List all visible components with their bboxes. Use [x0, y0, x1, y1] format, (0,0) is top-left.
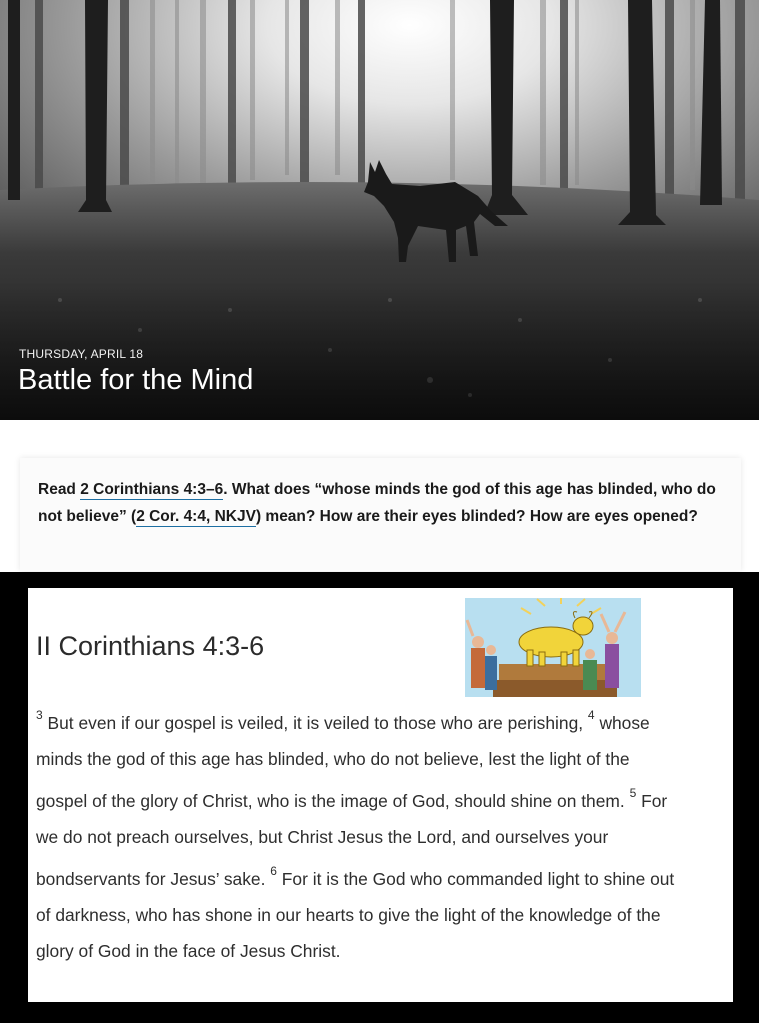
verse-number: 6: [270, 863, 277, 878]
post-date: THURSDAY, APRIL 18: [19, 347, 144, 361]
hero-banner: [0, 0, 759, 420]
verse-number: 4: [587, 708, 595, 722]
scripture-line: [36, 933, 728, 970]
scripture-line: [36, 778, 728, 819]
scripture-text: glory of God in the face of Jesus Christ.: [36, 941, 341, 962]
scripture-line: [36, 700, 728, 741]
scripture-passage: [36, 700, 728, 970]
verse-number: 5: [629, 785, 637, 800]
scripture-line: [36, 897, 728, 934]
scripture-text: whose: [599, 712, 650, 733]
scripture-text: For: [641, 790, 668, 811]
question-text-part: Read: [38, 481, 81, 498]
scripture-line: [36, 819, 728, 856]
question-section: [0, 420, 759, 572]
scripture-link-2-corinthians[interactable]: 2 Corinthians 4:3–6: [80, 481, 224, 498]
scripture-text: gospel of the glory of Christ, who is the image of God, should shine on them.: [36, 790, 625, 811]
scripture-text: we do not preach ourselves, but Christ Jesus the Lord, and ourselves your: [36, 827, 609, 848]
question-text: [38, 476, 723, 530]
question-text-part: ) mean? How are their eyes blinded? How are eyes opened?: [255, 508, 698, 525]
scripture-line: [36, 741, 728, 778]
question-card: [20, 458, 741, 571]
scripture-text: minds the god of this age has blinded, who do not believe, lest the light of the: [36, 749, 630, 770]
scripture-line: [36, 856, 728, 897]
verse-number: 3: [36, 708, 43, 722]
scripture-text: For it is the God who commanded light to shine out: [281, 868, 675, 889]
question-text-part: . What does “whose minds the god of this age has blinded, who do not believe” (: [38, 481, 716, 525]
scripture-image: [28, 588, 733, 1002]
golden-calf-illustration: [465, 598, 641, 697]
scripture-text: bondservants for Jesus’ sake.: [36, 868, 266, 889]
scripture-text: But even if our gospel is veiled, it is veiled to those who are perishing,: [47, 712, 584, 733]
scripture-link-2-cor-4-4[interactable]: 2 Cor. 4:4, NKJV: [136, 508, 256, 525]
scripture-heading: II Corinthians 4:3-6: [36, 631, 265, 661]
scripture-text: of darkness, who has shone in our hearts to give the light of the knowledge of the: [36, 904, 661, 925]
page-title: Battle for the Mind: [18, 364, 254, 396]
